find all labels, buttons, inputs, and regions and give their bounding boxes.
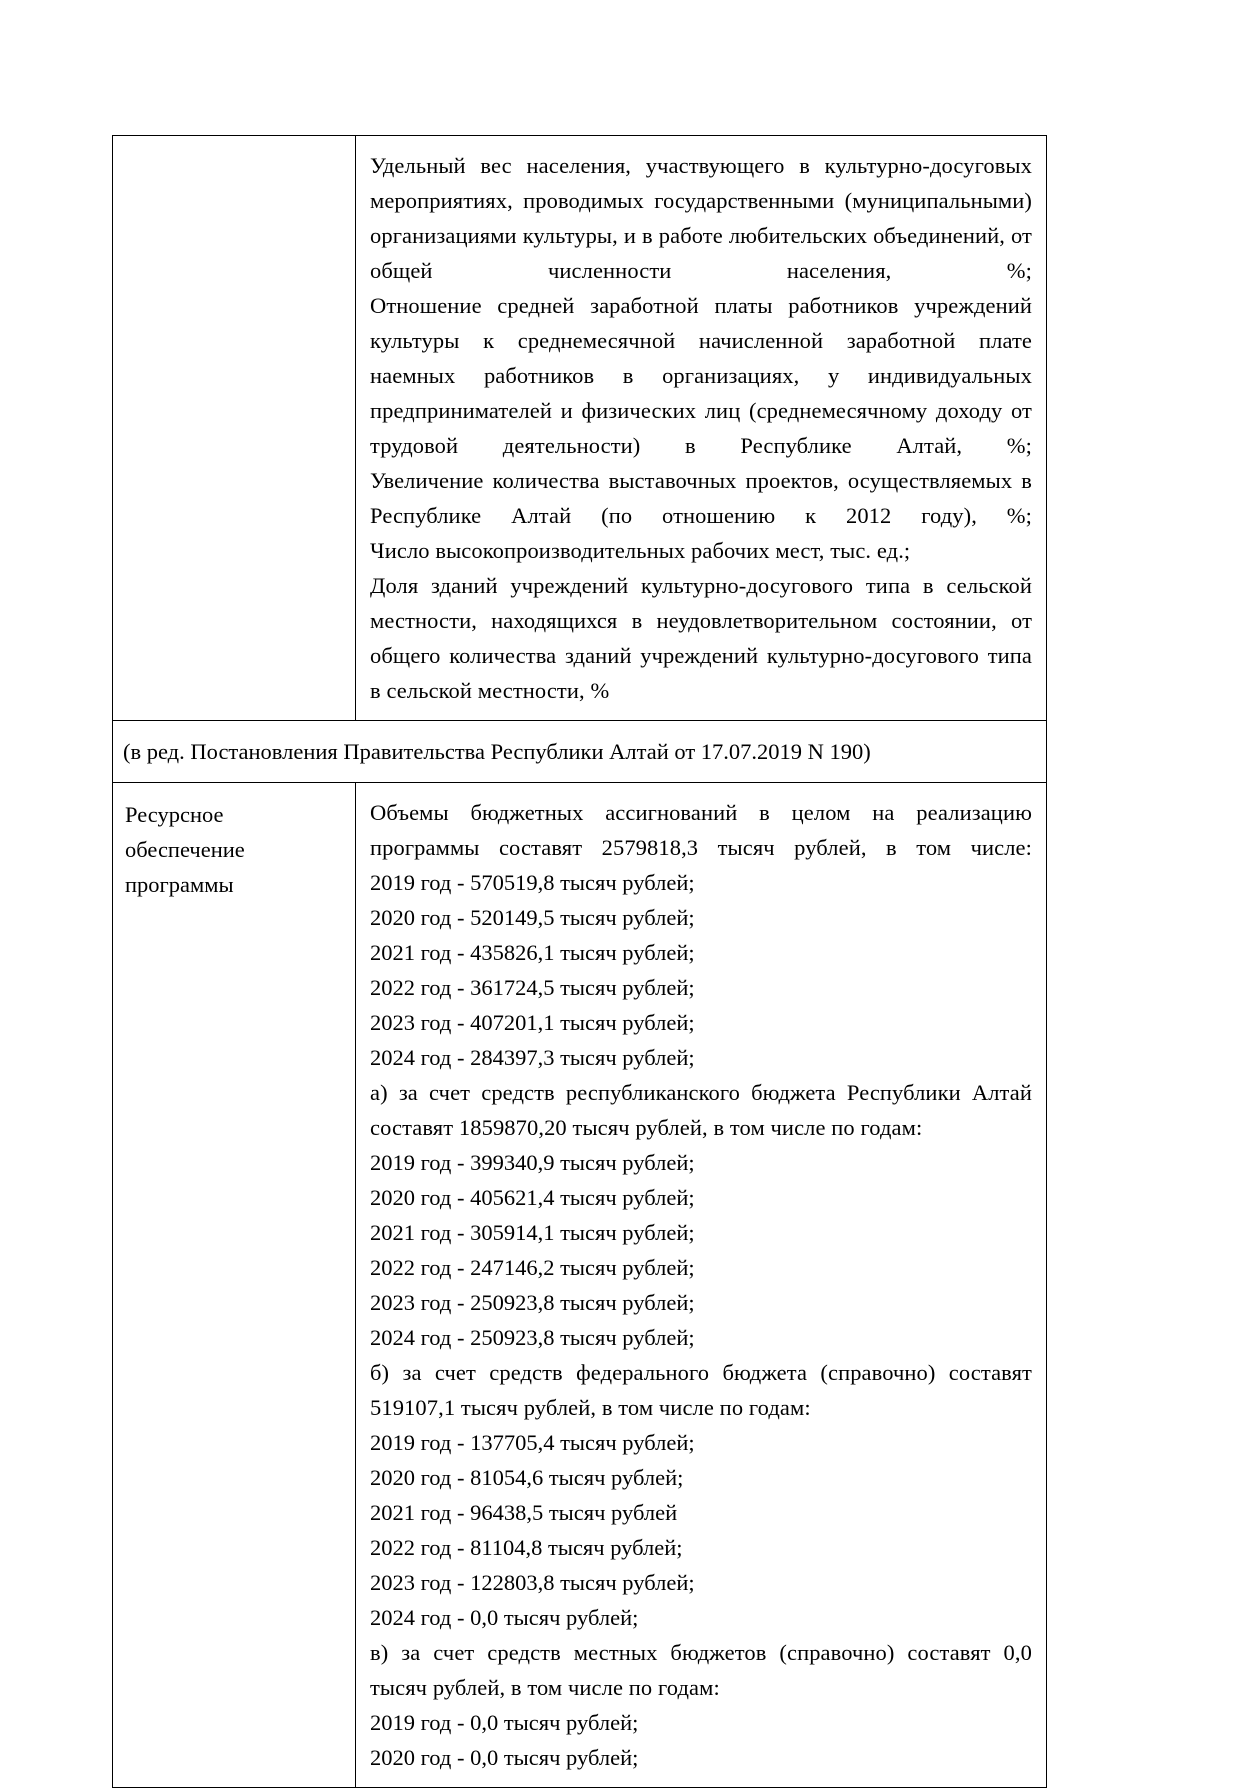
federal-budget-2020: 2020 год - 81054,6 тысяч рублей; xyxy=(370,1465,684,1490)
federal-budget-2022: 2022 год - 81104,8 тысяч рублей; xyxy=(370,1535,683,1560)
republican-budget-2019: 2019 год - 399340,9 тысяч рублей; xyxy=(370,1150,695,1175)
republican-budget-2024: 2024 год - 250923,8 тысяч рублей; xyxy=(370,1325,695,1350)
federal-budget-2024: 2024 год - 0,0 тысяч рублей; xyxy=(370,1605,639,1630)
resource-label-cell xyxy=(113,783,356,1788)
budget-line-total-2022: 2022 год - 361724,5 тысяч рублей; xyxy=(370,975,695,1000)
table-row-resource-provision xyxy=(113,783,1047,1788)
amendment-note-cell xyxy=(113,721,1047,783)
republican-budget-2020: 2020 год - 405621,4 тысяч рублей; xyxy=(370,1185,695,1210)
republican-budget-2021: 2021 год - 305914,1 тысяч рублей; xyxy=(370,1220,695,1245)
resource-intro-paragraph: Объемы бюджетных ассигнований в целом на реализацию программы составят 2579818,3 тысяч рублей, в том числе: xyxy=(370,800,1032,860)
indicators-body-cell xyxy=(356,136,1047,721)
indicators-label-text xyxy=(113,136,355,180)
budget-line-total-2024: 2024 год - 284397,3 тысяч рублей; xyxy=(370,1045,695,1070)
table-row-amendment-note xyxy=(113,721,1047,783)
table-row-indicators xyxy=(113,136,1047,721)
federal-budget-intro: б) за счет средств федерального бюджета (справочно) составят 519107,1 тысяч рублей, в том числе по годам: xyxy=(370,1360,1032,1420)
federal-budget-2019: 2019 год - 137705,4 тысяч рублей; xyxy=(370,1430,695,1455)
resource-label-line-1: Ресурсное xyxy=(125,802,224,827)
indicator-paragraph-4: Число высокопроизводительных рабочих мест, тыс. ед.; xyxy=(370,538,911,563)
indicator-paragraph-3: Увеличение количества выставочных проектов, осуществляемых в Республике Алтай (по отношению к 2012 году), %; xyxy=(370,468,1032,528)
budget-line-total-2023: 2023 год - 407201,1 тысяч рублей; xyxy=(370,1010,695,1035)
indicator-paragraph-1: Удельный вес населения, участвующего в культурно-досуговых мероприятиях, проводимых государственными (муниципальными) организациями культуры, и в работе любительских объединений, от общей численности населения, %; xyxy=(370,153,1032,283)
republican-budget-2022: 2022 год - 247146,2 тысяч рублей; xyxy=(370,1255,695,1280)
resource-label-line-2: обеспечение xyxy=(125,837,245,862)
program-passport-table xyxy=(112,135,1047,1788)
republican-budget-2023: 2023 год - 250923,8 тысяч рублей; xyxy=(370,1290,695,1315)
federal-budget-2021: 2021 год - 96438,5 тысяч рублей xyxy=(370,1500,678,1525)
budget-line-total-2020: 2020 год - 520149,5 тысяч рублей; xyxy=(370,905,695,930)
indicator-paragraph-2: Отношение средней заработной платы работников учреждений культуры к среднемесячной начисленной заработной плате наемных работников в организациях, у индивидуальных предпринимателей и физических лиц (среднемесячному доходу от трудовой деятельности) в Республике Алтай, %; xyxy=(370,293,1032,458)
indicator-paragraph-5: Доля зданий учреждений культурно-досугового типа в сельской местности, находящихся в неудовлетворительном состоянии, от общего количества зданий учреждений культурно-досугового типа в сельской местности, % xyxy=(370,573,1032,703)
budget-line-total-2019: 2019 год - 570519,8 тысяч рублей; xyxy=(370,870,695,895)
local-budget-2019: 2019 год - 0,0 тысяч рублей; xyxy=(370,1710,639,1735)
local-budget-2020: 2020 год - 0,0 тысяч рублей; xyxy=(370,1745,639,1770)
budget-line-total-2021: 2021 год - 435826,1 тысяч рублей; xyxy=(370,940,695,965)
federal-budget-2023: 2023 год - 122803,8 тысяч рублей; xyxy=(370,1570,695,1595)
amendment-note-text: (в ред. Постановления Правительства Республики Алтай от 17.07.2019 N 190) xyxy=(123,739,871,764)
resource-label-line-3: программы xyxy=(125,872,234,897)
local-budget-intro: в) за счет средств местных бюджетов (справочно) составят 0,0 тысяч рублей, в том числе по годам: xyxy=(370,1640,1032,1700)
resource-body-cell xyxy=(356,783,1047,1788)
republican-budget-intro: а) за счет средств республиканского бюджета Республики Алтай составят 1859870,20 тысяч рублей, в том числе по годам: xyxy=(370,1080,1032,1140)
indicators-label-cell xyxy=(113,136,356,721)
